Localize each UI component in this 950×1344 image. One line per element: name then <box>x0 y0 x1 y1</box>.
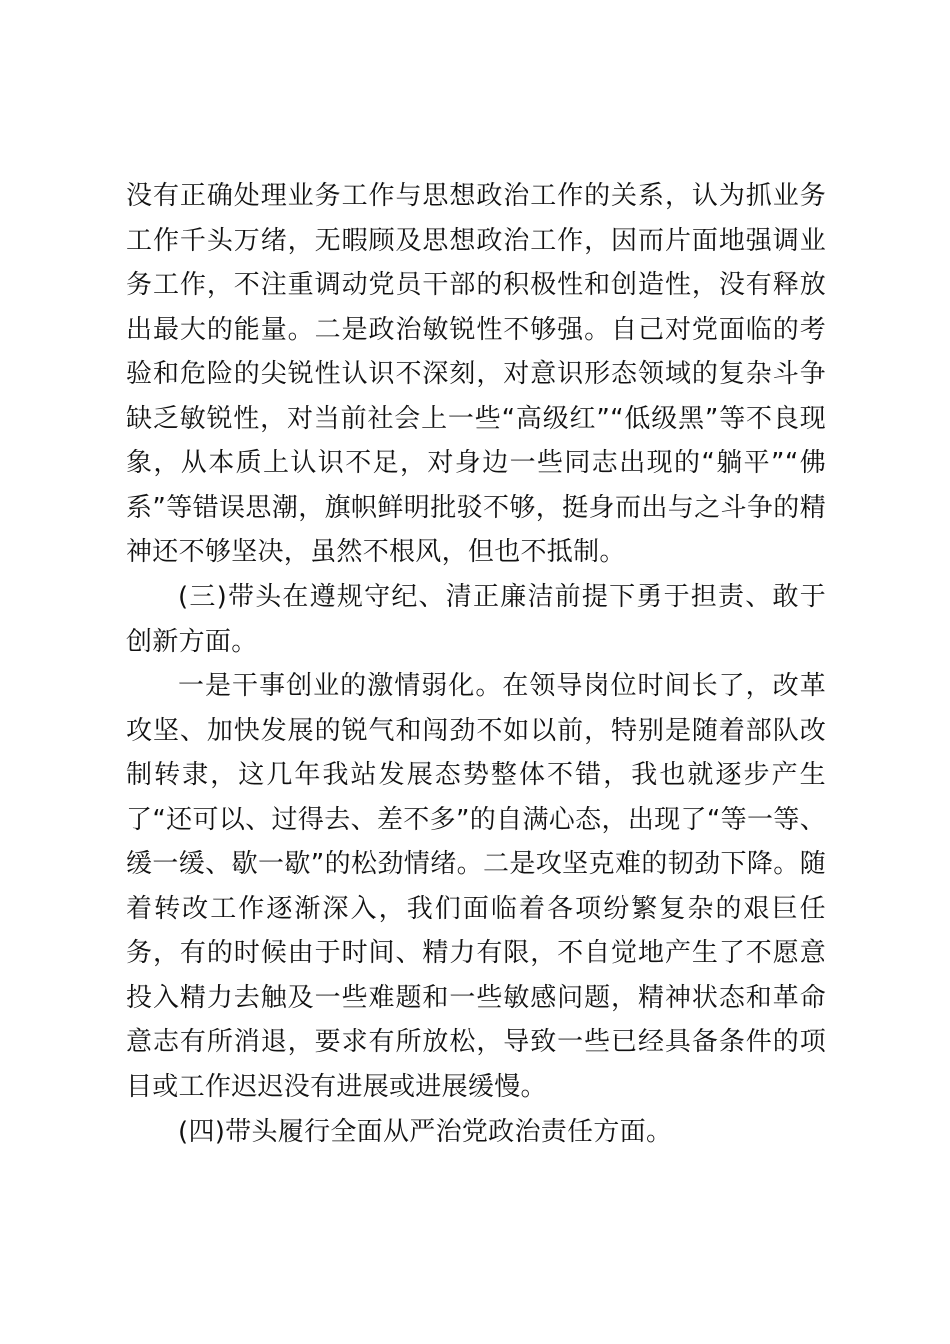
paragraph-continuation: 没有正确处理业务工作与思想政治工作的关系，认为抓业务工作千头万绪，无暇顾及思想政治工作，因而片面地强调业务工作，不注重调动党员干部的积极性和创造性，没有释放出最大的能量。二是政治敏锐性不够强。自己对党面临的考验和危险的尖锐性认识不深刻，对意识形态领域的复杂斗争缺乏敏锐性，对当前社会上一些“高级红”“低级黑”等不良现象，从本质上认识不足，对身边一些同志出现的“躺平”“佛系”等错误思潮，旗帜鲜明批驳不够，挺身而出与之斗争的精神还不够坚决，虽然不根风，但也不抵制。 <box>126 181 826 567</box>
section-heading-four: (四)带头履行全面从严治党政治责任方面。 <box>178 1117 673 1147</box>
section-heading-block <box>126 575 826 664</box>
section-heading-block <box>126 1110 826 1155</box>
body-text-block <box>126 174 826 575</box>
paragraph-section-three: 一是干事创业的激情弱化。在领导岗位时间长了，改革攻坚、加快发展的锐气和闯劲不如以前，特别是随着部队改制转隶，这几年我站发展态势整体不错，我也就逐步产生了“还可以、过得去、差不多”的自满心态，出现了“等一等、缓一缓、歇一歇”的松劲情绪。二是攻坚克难的韧劲下降。随着转改工作逐渐深入，我们面临着各项纷繁复杂的艰巨任务，有的时候由于时间、精力有限，不自觉地产生了不愿意投入精力去触及一些难题和一些敏感问题，精神状态和革命意志有所消退，要求有所放松，导致一些已经具备条件的项目或工作迟迟没有进展或进展缓慢。 <box>126 671 826 1102</box>
body-text-block <box>126 664 826 1109</box>
section-heading-three: (三)带头在遵规守纪、清正廉洁前提下勇于担责、敢于创新方面。 <box>126 582 826 657</box>
